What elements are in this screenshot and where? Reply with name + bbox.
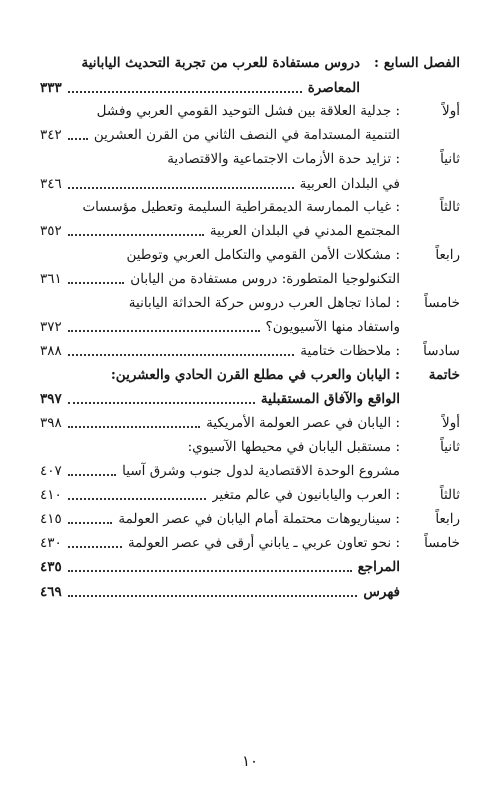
toc-entry-title: : نحو تعاون عربي ـ ياباني أرقى في عصر العولمة	[127, 535, 400, 551]
toc-line	[40, 412, 460, 434]
dot-leader	[68, 570, 352, 572]
toc-entry-title: : اليابان والعرب في مطلع القرن الحادي والعشرين:	[110, 367, 400, 383]
dot-leader	[68, 138, 88, 140]
toc-label: رابعاً	[435, 511, 460, 527]
toc-label: خامساً	[424, 535, 460, 551]
dot-leader	[68, 354, 295, 356]
toc-entry-title: : مشكلات الأمن القومي والتكامل العربي وتوطين	[126, 247, 400, 263]
dot-leader	[68, 498, 206, 500]
toc-line	[40, 581, 460, 603]
dot-leader	[68, 402, 255, 404]
toc-page-number: ٤١٠	[40, 487, 62, 503]
toc-page-number: ٣٩٧	[40, 391, 62, 407]
dot-leader	[68, 595, 358, 597]
toc-label: خامساً	[424, 295, 460, 311]
toc-page-number: ٣٩٨	[40, 415, 62, 431]
toc-line	[40, 100, 460, 122]
toc-label: ثالثاً	[439, 199, 460, 215]
toc-label: رابعاً	[435, 247, 460, 263]
toc-line	[40, 556, 460, 578]
toc-entry-title: واستفاد منها الآسيويون؟	[265, 319, 400, 335]
toc-entry-title: : العرب واليابانيون في عالم متغير	[211, 487, 400, 503]
toc-entry-title: التنمية المستدامة في النصف الثاني من القرن العشرين	[93, 127, 400, 143]
toc-entry-title: المعاصرة	[307, 80, 360, 96]
toc-line	[40, 316, 460, 338]
toc-entry-title: : ملاحظات ختامية	[300, 343, 400, 359]
toc-entry-title: المراجع	[357, 559, 400, 575]
toc-entry-title: : سيناريوهات محتملة أمام اليابان في عصر العولمة	[118, 511, 400, 527]
toc-entry-title: في البلدان العربية	[299, 176, 400, 192]
toc-line	[40, 196, 460, 218]
dot-leader	[68, 282, 125, 284]
toc-line	[40, 292, 460, 314]
toc-label: أولاً	[442, 415, 460, 431]
toc-page-number: ٣٦١	[40, 271, 62, 287]
toc-entry-title: : جدلية العلاقة بين فشل التوحيد القومي العربي وفشل	[96, 103, 400, 119]
toc-line	[40, 77, 460, 99]
toc-entry-title: دروس مستفادة للعرب من تجربة التحديث اليابانية	[81, 55, 360, 71]
toc-entry-title: المجتمع المدني في البلدان العربية	[209, 223, 400, 239]
toc-line	[40, 484, 460, 506]
dot-leader	[68, 330, 260, 332]
toc-entry-title: التكنولوجيا المتطورة: دروس مستفادة من اليابان	[130, 271, 400, 287]
toc-page-number: ٤٣٠	[40, 535, 62, 551]
toc-page-number: ٣٤٢	[40, 127, 62, 143]
toc-entry-title: : غياب الممارسة الديمقراطية السليمة وتعطيل مؤسسات	[82, 199, 400, 215]
toc-page-number: ٣٤٦	[40, 176, 62, 192]
toc-line	[40, 268, 460, 290]
toc-line	[40, 364, 460, 386]
toc-page-number: ٤٠٧	[40, 463, 62, 479]
toc-line	[40, 460, 460, 482]
toc-page-number: ٣٧٢	[40, 319, 62, 335]
toc-line	[40, 220, 460, 242]
toc-entry-title: الواقع والآفاق المستقبلية	[260, 391, 400, 407]
toc-line	[40, 148, 460, 170]
toc-label: ثانياً	[440, 151, 460, 167]
page-number: ١٠	[241, 752, 259, 770]
dot-leader	[68, 546, 122, 548]
dot-leader	[68, 234, 204, 236]
toc-entry-title: : تزايد حدة الأزمات الاجتماعية والاقتصادية	[167, 151, 400, 167]
dot-leader	[68, 474, 116, 476]
toc-entry-title: : اليابان في عصر العولمة الأمريكية	[206, 415, 400, 431]
toc-page-number: ٤١٥	[40, 511, 62, 527]
toc-line	[40, 173, 460, 195]
toc-entry-title: فهرس	[363, 584, 400, 600]
toc-line	[40, 340, 460, 362]
toc-label: أولاً	[442, 103, 460, 119]
toc-label: خاتمة	[428, 367, 460, 383]
toc-page-number: ٣٣٣	[40, 80, 62, 96]
toc-entry-title: مشروع الوحدة الاقتصادية لدول جنوب وشرق آسيا	[122, 463, 400, 479]
toc-line	[40, 124, 460, 146]
toc-line	[40, 532, 460, 554]
toc-entry-title: : لماذا تجاهل العرب دروس حركة الحداثة اليابانية	[128, 295, 400, 311]
toc-page-number: ٣٥٢	[40, 223, 62, 239]
toc-label: ثالثاً	[439, 487, 460, 503]
dot-leader	[68, 187, 294, 189]
toc-label: سادساً	[423, 343, 460, 359]
toc-line	[40, 52, 460, 74]
dot-leader	[68, 91, 302, 93]
toc-page-number: ٤٣٥	[40, 559, 62, 575]
toc-label: الفصل السابع :	[374, 55, 460, 71]
toc-page-number: ٤٦٩	[40, 584, 62, 600]
dot-leader	[68, 426, 200, 428]
toc-line	[40, 388, 460, 410]
toc-line	[40, 244, 460, 266]
toc-label: ثانياً	[440, 439, 460, 455]
toc-entry-title: : مستقبل اليابان في محيطها الآسيوي:	[187, 439, 400, 455]
dot-leader	[68, 522, 113, 524]
toc-page-number: ٣٨٨	[40, 343, 62, 359]
toc-line	[40, 436, 460, 458]
toc-line	[40, 508, 460, 530]
